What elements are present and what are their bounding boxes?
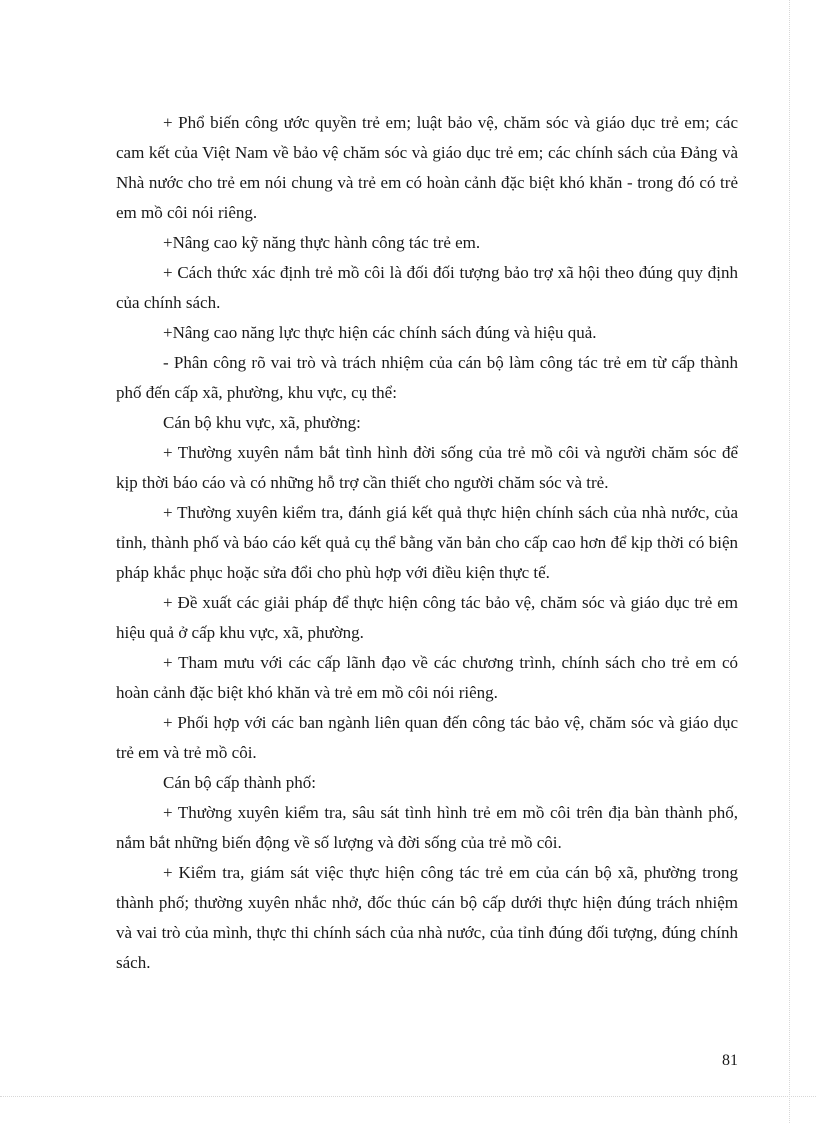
paragraph-skills: +Nâng cao kỹ năng thực hành công tác trẻ em.: [163, 233, 481, 252]
paragraph-local-advisory: + Tham mưu với các cấp lãnh đạo về các chương trình, chính sách cho trẻ em có hoàn cảnh đặc biệt khó khăn và trẻ em mồ côi nói riêng.: [116, 653, 738, 702]
page-border-bottom: [0, 1096, 816, 1097]
paragraph-local-monitoring: + Thường xuyên nắm bắt tình hình đời sống của trẻ mồ côi và người chăm sóc để kịp thời báo cáo và có những hỗ trợ cần thiết cho người chăm sóc và trẻ.: [116, 443, 738, 492]
paragraph-local-evaluation: + Thường xuyên kiểm tra, đánh giá kết quả thực hiện chính sách của nhà nước, của tỉnh, thành phố và báo cáo kết quả cụ thể bằng văn bản cho cấp cao hơn để kịp thời có biện pháp khắc phục hoặc sửa đổi cho phù hợp với điều kiện thực tế.: [116, 503, 738, 582]
page-number: 81: [722, 1052, 738, 1069]
heading-city-staff: Cán bộ cấp thành phố:: [163, 773, 316, 792]
paragraph-local-coordination: + Phối hợp với các ban ngành liên quan đến công tác bảo vệ, chăm sóc và giáo dục trẻ em và trẻ mồ côi.: [116, 713, 738, 762]
paragraph-capacity: +Nâng cao năng lực thực hiện các chính sách đúng và hiệu quả.: [163, 323, 597, 342]
paragraph-identification: + Cách thức xác định trẻ mồ côi là đối đối tượng bảo trợ xã hội theo đúng quy định của chính sách.: [116, 263, 738, 312]
paragraph-city-supervision: + Kiểm tra, giám sát việc thực hiện công tác trẻ em của cán bộ xã, phường trong thành phố; thường xuyên nhắc nhở, đốc thúc cán bộ cấp dưới thực hiện đúng trách nhiệm và vai trò của mình, thực thi chính sách của nhà nước, của tỉnh đúng đối tượng, đúng chính sách.: [116, 863, 738, 972]
paragraph-role-assignment: - Phân công rõ vai trò và trách nhiệm của cán bộ làm công tác trẻ em từ cấp thành phố đến cấp xã, phường, khu vực, cụ thể:: [116, 353, 738, 402]
body-text: [116, 108, 738, 978]
heading-local-staff: Cán bộ khu vực, xã, phường:: [163, 413, 361, 432]
paragraph-city-monitoring: + Thường xuyên kiểm tra, sâu sát tình hình trẻ em mồ côi trên địa bàn thành phố, nắm bắt những biến động về số lượng và đời sống của trẻ mồ côi.: [116, 803, 738, 852]
paragraph-local-proposals: + Đề xuất các giải pháp để thực hiện công tác bảo vệ, chăm sóc và giáo dục trẻ em hiệu quả ở cấp khu vực, xã, phường.: [116, 593, 738, 642]
page-border-right: [789, 0, 790, 1123]
paragraph-dissemination: + Phổ biến công ước quyền trẻ em; luật bảo vệ, chăm sóc và giáo dục trẻ em; các cam kết của Việt Nam về bảo vệ chăm sóc và giáo dục trẻ em; các chính sách của Đảng và Nhà nước cho trẻ em nói chung và trẻ em có hoàn cảnh đặc biệt khó khăn - trong đó có trẻ em mồ côi nói riêng.: [116, 113, 738, 222]
